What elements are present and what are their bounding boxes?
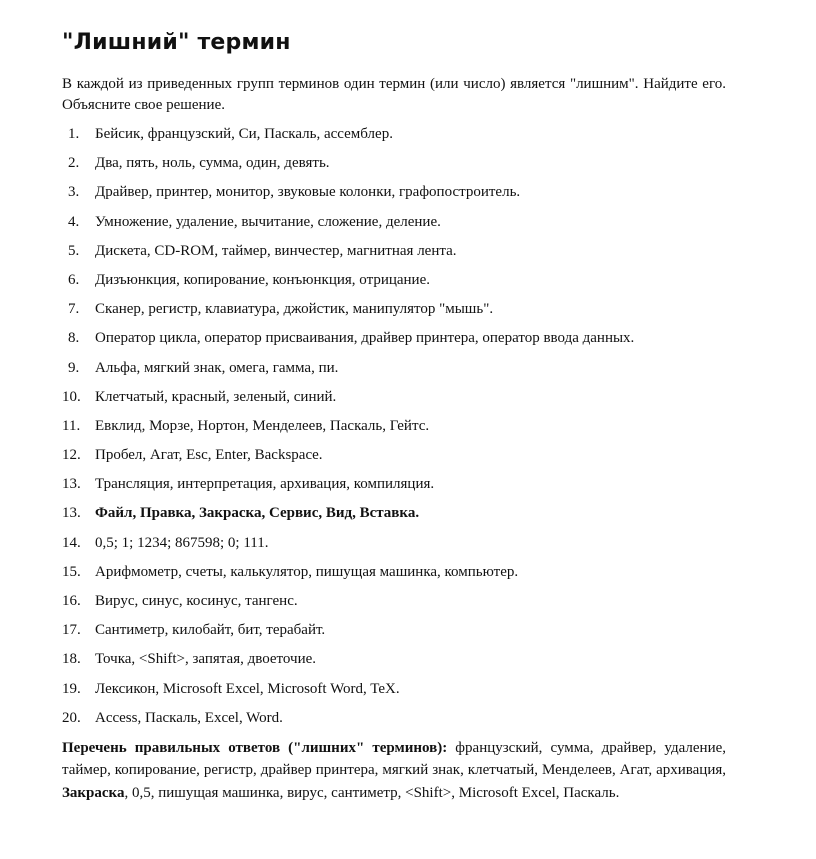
item-number: 13.: [62, 505, 81, 522]
item-text: Клетчатый, красный, зеленый, синий.: [95, 388, 337, 405]
item-text: Умножение, удаление, вычитание, сложение, деление.: [95, 213, 441, 230]
item-number: 11.: [62, 417, 81, 434]
answers-label: Перечень правильных ответов ("лишних" терминов):: [62, 739, 448, 756]
item-number: 5.: [68, 242, 80, 259]
item-text: Два, пять, ноль, сумма, один, девять.: [95, 155, 330, 172]
item-number: 3.: [68, 184, 80, 201]
list-item: [62, 679, 726, 700]
list-item: [62, 124, 726, 145]
item-text: Точка, <Shift>, запятая, двоеточие.: [95, 651, 317, 668]
item-text: Пробел, Агат, Esc, Enter, Backspace.: [95, 447, 323, 464]
item-number: 12.: [62, 447, 81, 464]
answers-text-part1: французский, сумма, драйвер, удаление, таймер, копирование, регистр, драйвер принтера, мягкий знак, клетчатый, Менделеев, Агат, архивация,: [62, 739, 726, 779]
item-number: 1.: [68, 126, 80, 142]
item-number: 2.: [68, 155, 80, 172]
item-text: Драйвер, принтер, монитор, звуковые колонки, графопостроитель.: [95, 184, 521, 201]
list-item: [62, 503, 726, 524]
item-text: Дизъюнкция, копирование, конъюнкция, отрицание.: [95, 271, 430, 288]
item-number: 15.: [62, 563, 81, 580]
item-number: 16.: [62, 593, 81, 609]
list-item: [62, 358, 726, 379]
item-number: 14.: [62, 534, 81, 551]
list-item: [62, 591, 726, 612]
item-text: Альфа, мягкий знак, омега, гамма, пи.: [95, 359, 339, 376]
item-text: Оператор цикла, оператор присваивания, драйвер принтера, оператор ввода данных.: [95, 330, 635, 347]
list-item: [62, 533, 726, 554]
item-text: Сантиметр, килобайт, бит, терабайт.: [95, 622, 326, 639]
list-item: [62, 708, 726, 729]
item-number: 19.: [62, 680, 81, 697]
item-text: Бейсик, французский, Си, Паскаль, ассемблер.: [95, 126, 393, 142]
item-text: 0,5; 1; 1234; 867598; 0; 111.: [95, 534, 269, 551]
item-number: 20.: [62, 709, 81, 726]
list-item: [62, 416, 726, 437]
list-item: [62, 562, 726, 583]
item-number: 6.: [68, 271, 80, 288]
item-number: 7.: [68, 301, 80, 318]
list-item: [62, 649, 726, 670]
item-text: Access, Паскаль, Excel, Word.: [95, 709, 283, 726]
terms-list: [62, 124, 726, 729]
item-text: Трансляция, интерпретация, архивация, компиляция.: [95, 476, 435, 493]
list-item: [62, 212, 726, 233]
list-item: [62, 328, 726, 349]
item-text: Файл, Правка, Закраска, Сервис, Вид, Вставка.: [95, 505, 420, 522]
list-item: [62, 620, 726, 641]
item-text: Дискета, CD-ROM, таймер, винчестер, магнитная лента.: [95, 242, 457, 259]
list-item: [62, 153, 726, 174]
list-item: [62, 445, 726, 466]
document-page: [62, 28, 726, 819]
item-text: Евклид, Морзе, Нортон, Менделеев, Паскаль, Гейтс.: [95, 417, 430, 434]
intro-paragraph: В каждой из приведенных групп терминов один термин (или число) является "лишним". Найдите его. Объясните свое решение.: [62, 76, 726, 113]
page-title: "Лишний" термин: [62, 30, 291, 55]
list-item: [62, 474, 726, 495]
item-text: Арифмометр, счеты, калькулятор, пишущая машинка, компьютер.: [95, 563, 519, 580]
item-number: 18.: [62, 651, 81, 668]
item-text: Сканер, регистр, клавиатура, джойстик, манипулятор "мышь".: [95, 301, 494, 318]
item-number: 4.: [68, 213, 80, 230]
item-number: 13.: [62, 476, 81, 493]
item-text: Лексикон, Microsoft Excel, Microsoft Word, TeX.: [95, 680, 400, 697]
answers-paragraph: [62, 737, 726, 805]
answers-emphasis: Закраска: [62, 784, 125, 801]
item-number: 8.: [68, 330, 80, 347]
item-number: 17.: [62, 622, 81, 639]
list-item: [62, 270, 726, 291]
list-item: [62, 241, 726, 262]
list-item: [62, 387, 726, 408]
item-number: 9.: [68, 359, 80, 376]
answers-text-part2: , 0,5, пишущая машинка, вирус, сантиметр, <Shift>, Microsoft Excel, Паскаль.: [124, 784, 620, 801]
item-text: Вирус, синус, косинус, тангенс.: [95, 593, 298, 609]
list-item: [62, 299, 726, 320]
list-item: [62, 182, 726, 203]
item-number: 10.: [62, 388, 81, 405]
